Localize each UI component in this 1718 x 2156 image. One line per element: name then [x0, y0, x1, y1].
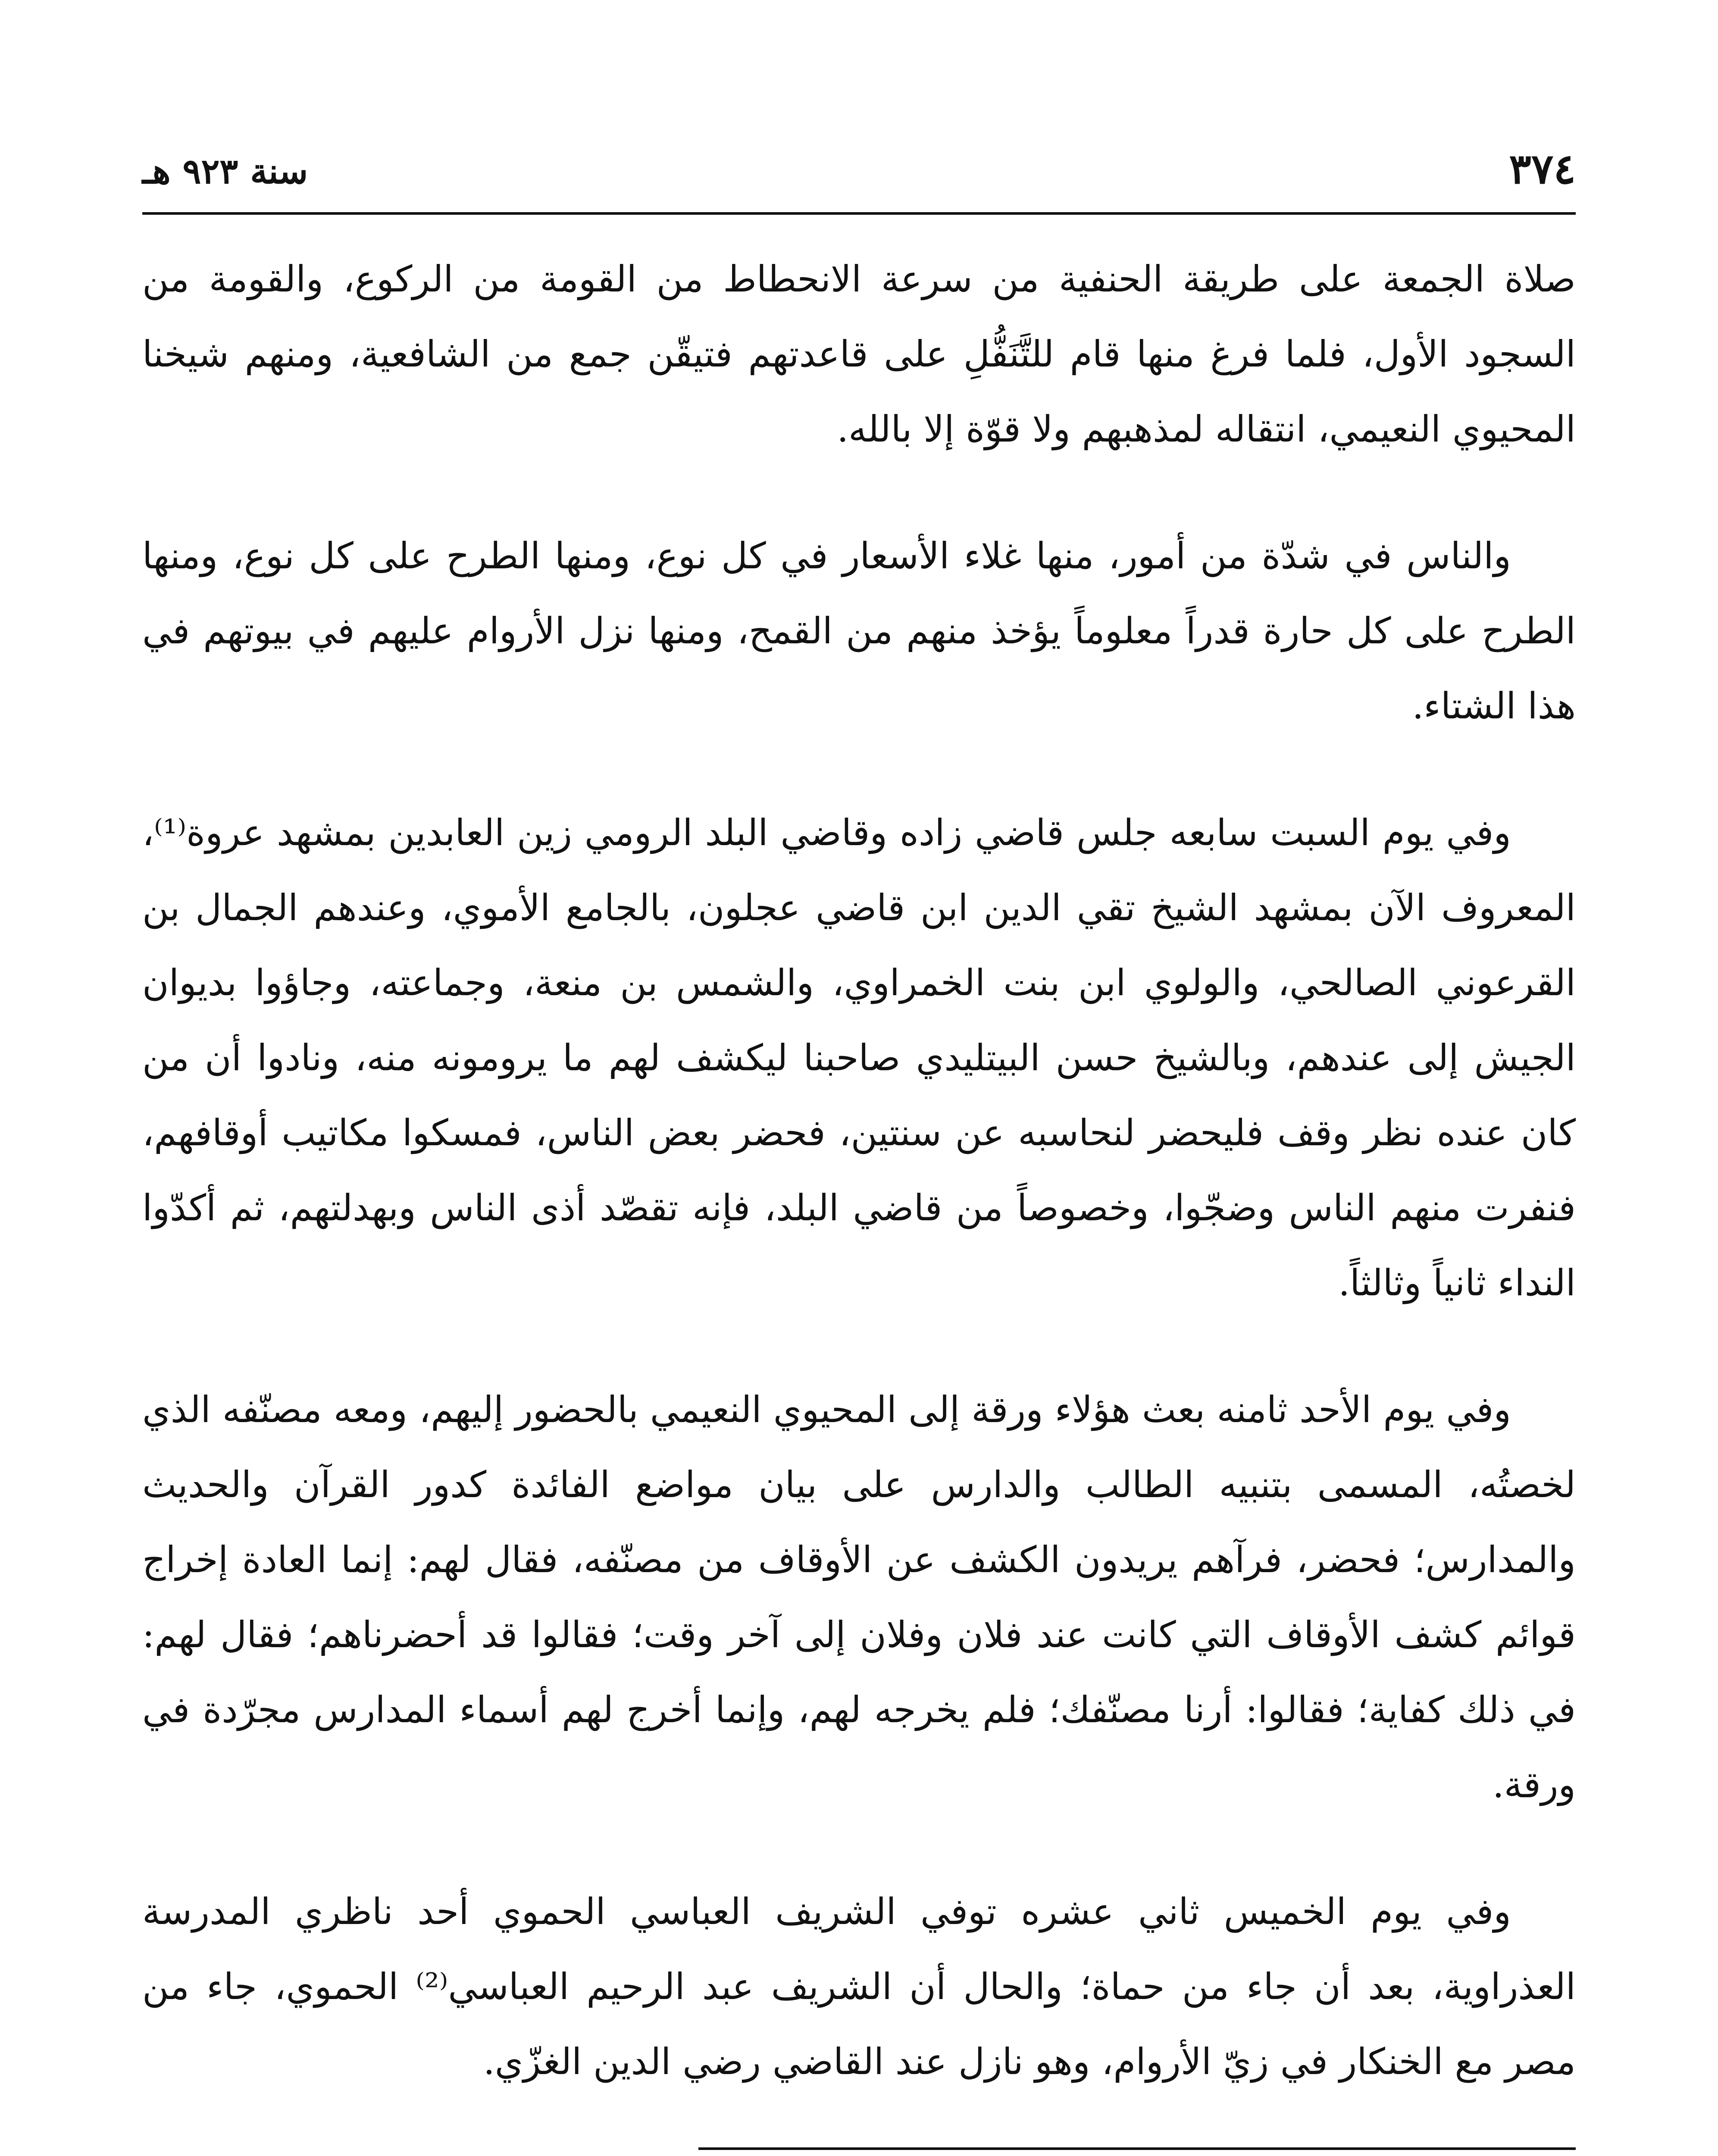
- paragraph: صلاة الجمعة على طريقة الحنفية من سرعة الانحطاط من القومة من الركوع، والقومة من السجود الأول، فلما فرغ منها قام للتَّنَفُّلِ على قاعدتهم فتيقّن جمع من الشافعية، ومنهم شيخنا المحيوي النعيمي، انتقاله لمذهبهم ولا قوّة إلا بالله.: [142, 258, 1576, 450]
- footnote-divider: [698, 2147, 1576, 2150]
- paragraph: والناس في شدّة من أمور، منها غلاء الأسعار في كل نوع، ومنها الطرح على كل نوع، ومنها الطرح على كل حارة قدراً معلوماً يؤخذ منهم من القمح، ومنها نزل الأروام عليهم في بيوتهم في هذا الشتاء.: [142, 535, 1576, 727]
- running-header: [142, 135, 1576, 215]
- page-number: ٣٧٤: [1509, 144, 1576, 193]
- paragraph: وفي يوم الخميس ثاني عشره توفي الشريف العباسي الحموي أحد ناظري المدرسة العذراوية، بعد أن جاء من حماة؛ والحال أن الشريف عبد الرحيم العباسي⁽²⁾ الحموي، جاء من مصر مع الخنكار في زيّ الأروام، وهو نازل عند القاضي رضي الدين الغزّي.: [142, 1890, 1576, 2083]
- paragraph: وفي يوم الأحد ثامنه بعث هؤلاء ورقة إلى المحيوي النعيمي بالحضور إليهم، ومعه مصنّفه الذي لخصتُه، المسمى بتنبيه الطالب والدارس على بيان مواضع الفائدة كدور القرآن والحديث والمدارس؛ فحضر، فرآهم يريدون الكشف عن الأوقاف من مصنّفه، فقال لهم: إنما العادة إخراج قوائم كشف الأوقاف التي كانت عند فلان وفلان إلى آخر وقت؛ فقالوا قد أحضرناهم؛ فقال لهم: في ذلك كفاية؛ فقالوا: أرنا مصنّفك؛ فلم يخرجه لهم، وإنما أخرج لهم أسماء المدارس مجرّدة في ورقة.: [142, 1388, 1576, 1806]
- main-text: [142, 241, 1576, 2156]
- paragraph: وفي يوم السبت سابعه جلس قاضي زاده وقاضي البلد الرومي زين العابدين بمشهد عروة⁽¹⁾، المعروف الآن بمشهد الشيخ تقي الدين ابن قاضي عجلون، بالجامع الأموي، وعندهم الجمال بن القرعوني الصالحي، والولوي ابن بنت الخمراوي، والشمس بن منعة، وجماعته، وجاؤوا بديوان الجيش إلى عندهم، وبالشيخ حسن البيتليدي صاحبنا ليكشف لهم ما يرومونه منه، ونادوا أن من كان عنده نظر وقف فليحضر لنحاسبه عن سنتين، فحضر بعض الناس، فمسكوا مكاتيب أوقافهم، فنفرت منهم الناس وضجّوا، وخصوصاً من قاضي البلد، فإنه تقصّد أذى الناس وبهدلتهم، ثم أكدّوا النداء ثانياً وثالثاً.: [142, 812, 1576, 1304]
- paragraph: [142, 2151, 1576, 2156]
- header-year: سنة ٩٢٣ هـ: [142, 151, 308, 191]
